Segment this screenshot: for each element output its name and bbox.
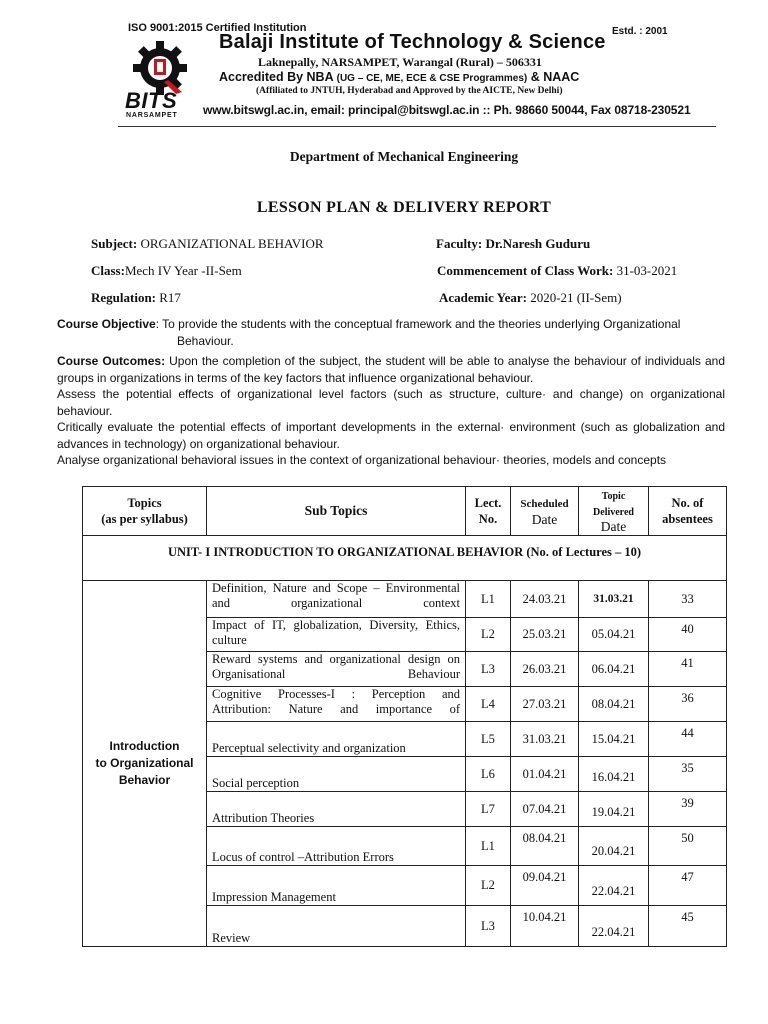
faculty-info: [436, 236, 590, 252]
lecture-no-cell: L5: [466, 722, 511, 757]
scheduled-date-cell: 26.03.21: [511, 652, 579, 687]
course-objective: [57, 316, 725, 349]
course-objective-text-2: Behaviour.: [177, 333, 234, 348]
absentees-cell: 39: [649, 792, 727, 827]
absentees-cell: 45: [649, 906, 727, 947]
topic-cell: [83, 581, 207, 947]
lecture-no-cell: L2: [466, 866, 511, 906]
header-topics: Topics (as per syllabus): [83, 487, 207, 536]
absentees-cell: 50: [649, 827, 727, 866]
lecture-no-cell: L2: [466, 618, 511, 652]
academic-year-value: 2020-21 (II-Sem): [530, 290, 622, 305]
absentees-cell: 36: [649, 687, 727, 722]
subject-info: [91, 236, 324, 252]
scheduled-date-cell: 07.04.21: [511, 792, 579, 827]
accreditation: [219, 70, 579, 84]
delivered-date-cell: 08.04.21: [579, 687, 649, 722]
table-row: [83, 581, 727, 618]
accreditation-programmes: (UG – CE, ME, ECE & CSE Programmes): [336, 73, 528, 84]
header-lecture-no: Lect. No.: [466, 487, 511, 536]
accreditation-nba: Accredited By NBA: [219, 70, 337, 84]
topic-line: to Organizational: [95, 756, 194, 770]
lecture-no-cell: L1: [466, 581, 511, 618]
contact-line: www.bitswgl.ac.in, email: principal@bitswgl.ac.in :: Ph. 98660 50044, Fax 08718-230521: [203, 103, 691, 117]
document-title: LESSON PLAN & DELIVERY REPORT: [256, 199, 552, 216]
delivered-date-cell: 20.04.21: [579, 827, 649, 866]
established-year: Estd. : 2001: [612, 26, 668, 37]
subtopic-cell: Attribution Theories: [207, 792, 466, 827]
delivered-date-cell: 22.04.21: [579, 906, 649, 947]
lecture-no-cell: L4: [466, 687, 511, 722]
subtopic-cell: Definition, Nature and Scope – Environmental and organizational context: [207, 581, 466, 618]
delivered-date-cell: 16.04.21: [579, 757, 649, 792]
course-outcome-1: [57, 353, 725, 386]
scheduled-date-cell: 08.04.21: [511, 827, 579, 866]
subtopic-cell: Locus of control –Attribution Errors: [207, 827, 466, 866]
absentees-cell: 35: [649, 757, 727, 792]
course-outcome-3: Critically evaluate the potential effects of important developments in the external· environment (such as globalization and advances in technology) on organizational behaviour.: [57, 420, 725, 451]
institute-name: Balaji Institute of Technology & Science: [219, 31, 606, 53]
class-value: Mech IV Year -II-Sem: [124, 263, 242, 278]
delivered-date-cell: 15.04.21: [579, 722, 649, 757]
subtopic-cell: Reward systems and organizational design on Organisational Behaviour: [207, 652, 466, 687]
scheduled-date-cell: 01.04.21: [511, 757, 579, 792]
institute-logo: [122, 40, 198, 122]
logo-subtext: NARSAMPET: [126, 112, 178, 119]
commencement-info: [437, 263, 677, 279]
absentees-cell: 47: [649, 866, 727, 906]
header-scheduled-date: Scheduled Date: [511, 487, 579, 536]
subject-label: Subject:: [91, 236, 141, 251]
unit-title: UNIT- I INTRODUCTION TO ORGANIZATIONAL BEHAVIOR (No. of Lectures – 10): [83, 536, 727, 581]
subtopic-cell: Review: [207, 906, 466, 947]
scheduled-date-cell: 10.04.21: [511, 906, 579, 947]
subtopic-cell: Perceptual selectivity and organization: [207, 722, 466, 757]
subtopic-cell: Impact of IT, globalization, Diversity, Ethics, culture: [207, 618, 466, 652]
lecture-no-cell: L1: [466, 827, 511, 866]
faculty-value: Dr.Naresh Guduru: [485, 236, 591, 251]
scheduled-date-cell: 25.03.21: [511, 618, 579, 652]
course-outcome-2: Assess the potential effects of organizational level factors (such as structure, culture· and change) on organizational behaviour.: [57, 387, 725, 418]
regulation-info: [91, 290, 181, 306]
header-divider: [118, 126, 716, 127]
lecture-no-cell: L7: [466, 792, 511, 827]
subtopic-cell: Social perception: [207, 757, 466, 792]
department-name: Department of Mechanical Engineering: [289, 149, 519, 164]
topic-line: Behavior: [118, 773, 171, 787]
course-outcomes-label: Course Outcomes:: [57, 354, 166, 368]
accreditation-naac: & NAAC: [527, 70, 580, 84]
scheduled-date-cell: 09.04.21: [511, 866, 579, 906]
course-outcome-4: Analyse organizational behavioral issues in the context of organizational behaviour· theories, models and concepts: [57, 453, 667, 467]
iso-certification: ISO 9001:2015 Certified Institution: [128, 22, 307, 34]
academic-year-info: [439, 290, 622, 306]
absentees-cell: 41: [649, 652, 727, 687]
delivered-date-cell: 19.04.21: [579, 792, 649, 827]
commencement-label: Commencement of Class Work:: [437, 263, 617, 278]
header-delivered-date: Topic Delivered Date: [579, 487, 649, 536]
topic-line: Introduction: [109, 739, 180, 753]
course-objective-label: Course Objective: [57, 317, 156, 331]
class-label: Class:: [91, 263, 125, 278]
delivered-date-cell: 31.03.21: [579, 581, 649, 618]
commencement-value: 31-03-2021: [616, 263, 678, 278]
lecture-no-cell: L3: [466, 652, 511, 687]
course-outcomes: [57, 353, 725, 469]
delivered-date-cell: 22.04.21: [579, 866, 649, 906]
delivered-date-cell: 05.04.21: [579, 618, 649, 652]
scheduled-date-cell: 31.03.21: [511, 722, 579, 757]
absentees-cell: 44: [649, 722, 727, 757]
delivered-date-cell: 06.04.21: [579, 652, 649, 687]
table-header-row: [83, 487, 727, 536]
lecture-no-cell: L3: [466, 906, 511, 947]
class-info: [91, 263, 242, 279]
faculty-label: Faculty:: [436, 236, 486, 251]
course-outcome-1-text: Upon the completion of the subject, the student will be able to analyse the behaviour of individuals and groups in organizations in terms of the key factors that influence organizational behaviour.: [57, 354, 725, 385]
academic-year-label: Academic Year:: [439, 290, 531, 305]
subject-value: ORGANIZATIONAL BEHAVIOR: [140, 236, 324, 251]
regulation-value: R17: [159, 290, 181, 305]
lesson-plan-table: [82, 486, 727, 947]
subtopic-cell: Impression Management: [207, 866, 466, 906]
absentees-cell: 40: [649, 618, 727, 652]
header-subtopics: Sub Topics: [207, 487, 466, 536]
regulation-label: Regulation:: [91, 290, 160, 305]
logo-text: BITS: [125, 88, 178, 113]
subtopic-cell: Cognitive Processes-I : Perception and Attribution: Nature and importance of: [207, 687, 466, 722]
institute-address: Laknepally, NARSAMPET, Warangal (Rural) – 506331: [258, 55, 542, 69]
absentees-cell: 33: [649, 581, 727, 618]
unit-row: [83, 536, 727, 581]
lecture-no-cell: L6: [466, 757, 511, 792]
affiliation: (Affiliated to JNTUH, Hyderabad and Approved by the AICTE, New Delhi): [256, 86, 563, 96]
course-objective-text: : To provide the students with the conceptual framework and the theories underlying Organizational: [155, 317, 681, 331]
scheduled-date-cell: 24.03.21: [511, 581, 579, 618]
header-absentees: No. of absentees: [649, 487, 727, 536]
scheduled-date-cell: 27.03.21: [511, 687, 579, 722]
